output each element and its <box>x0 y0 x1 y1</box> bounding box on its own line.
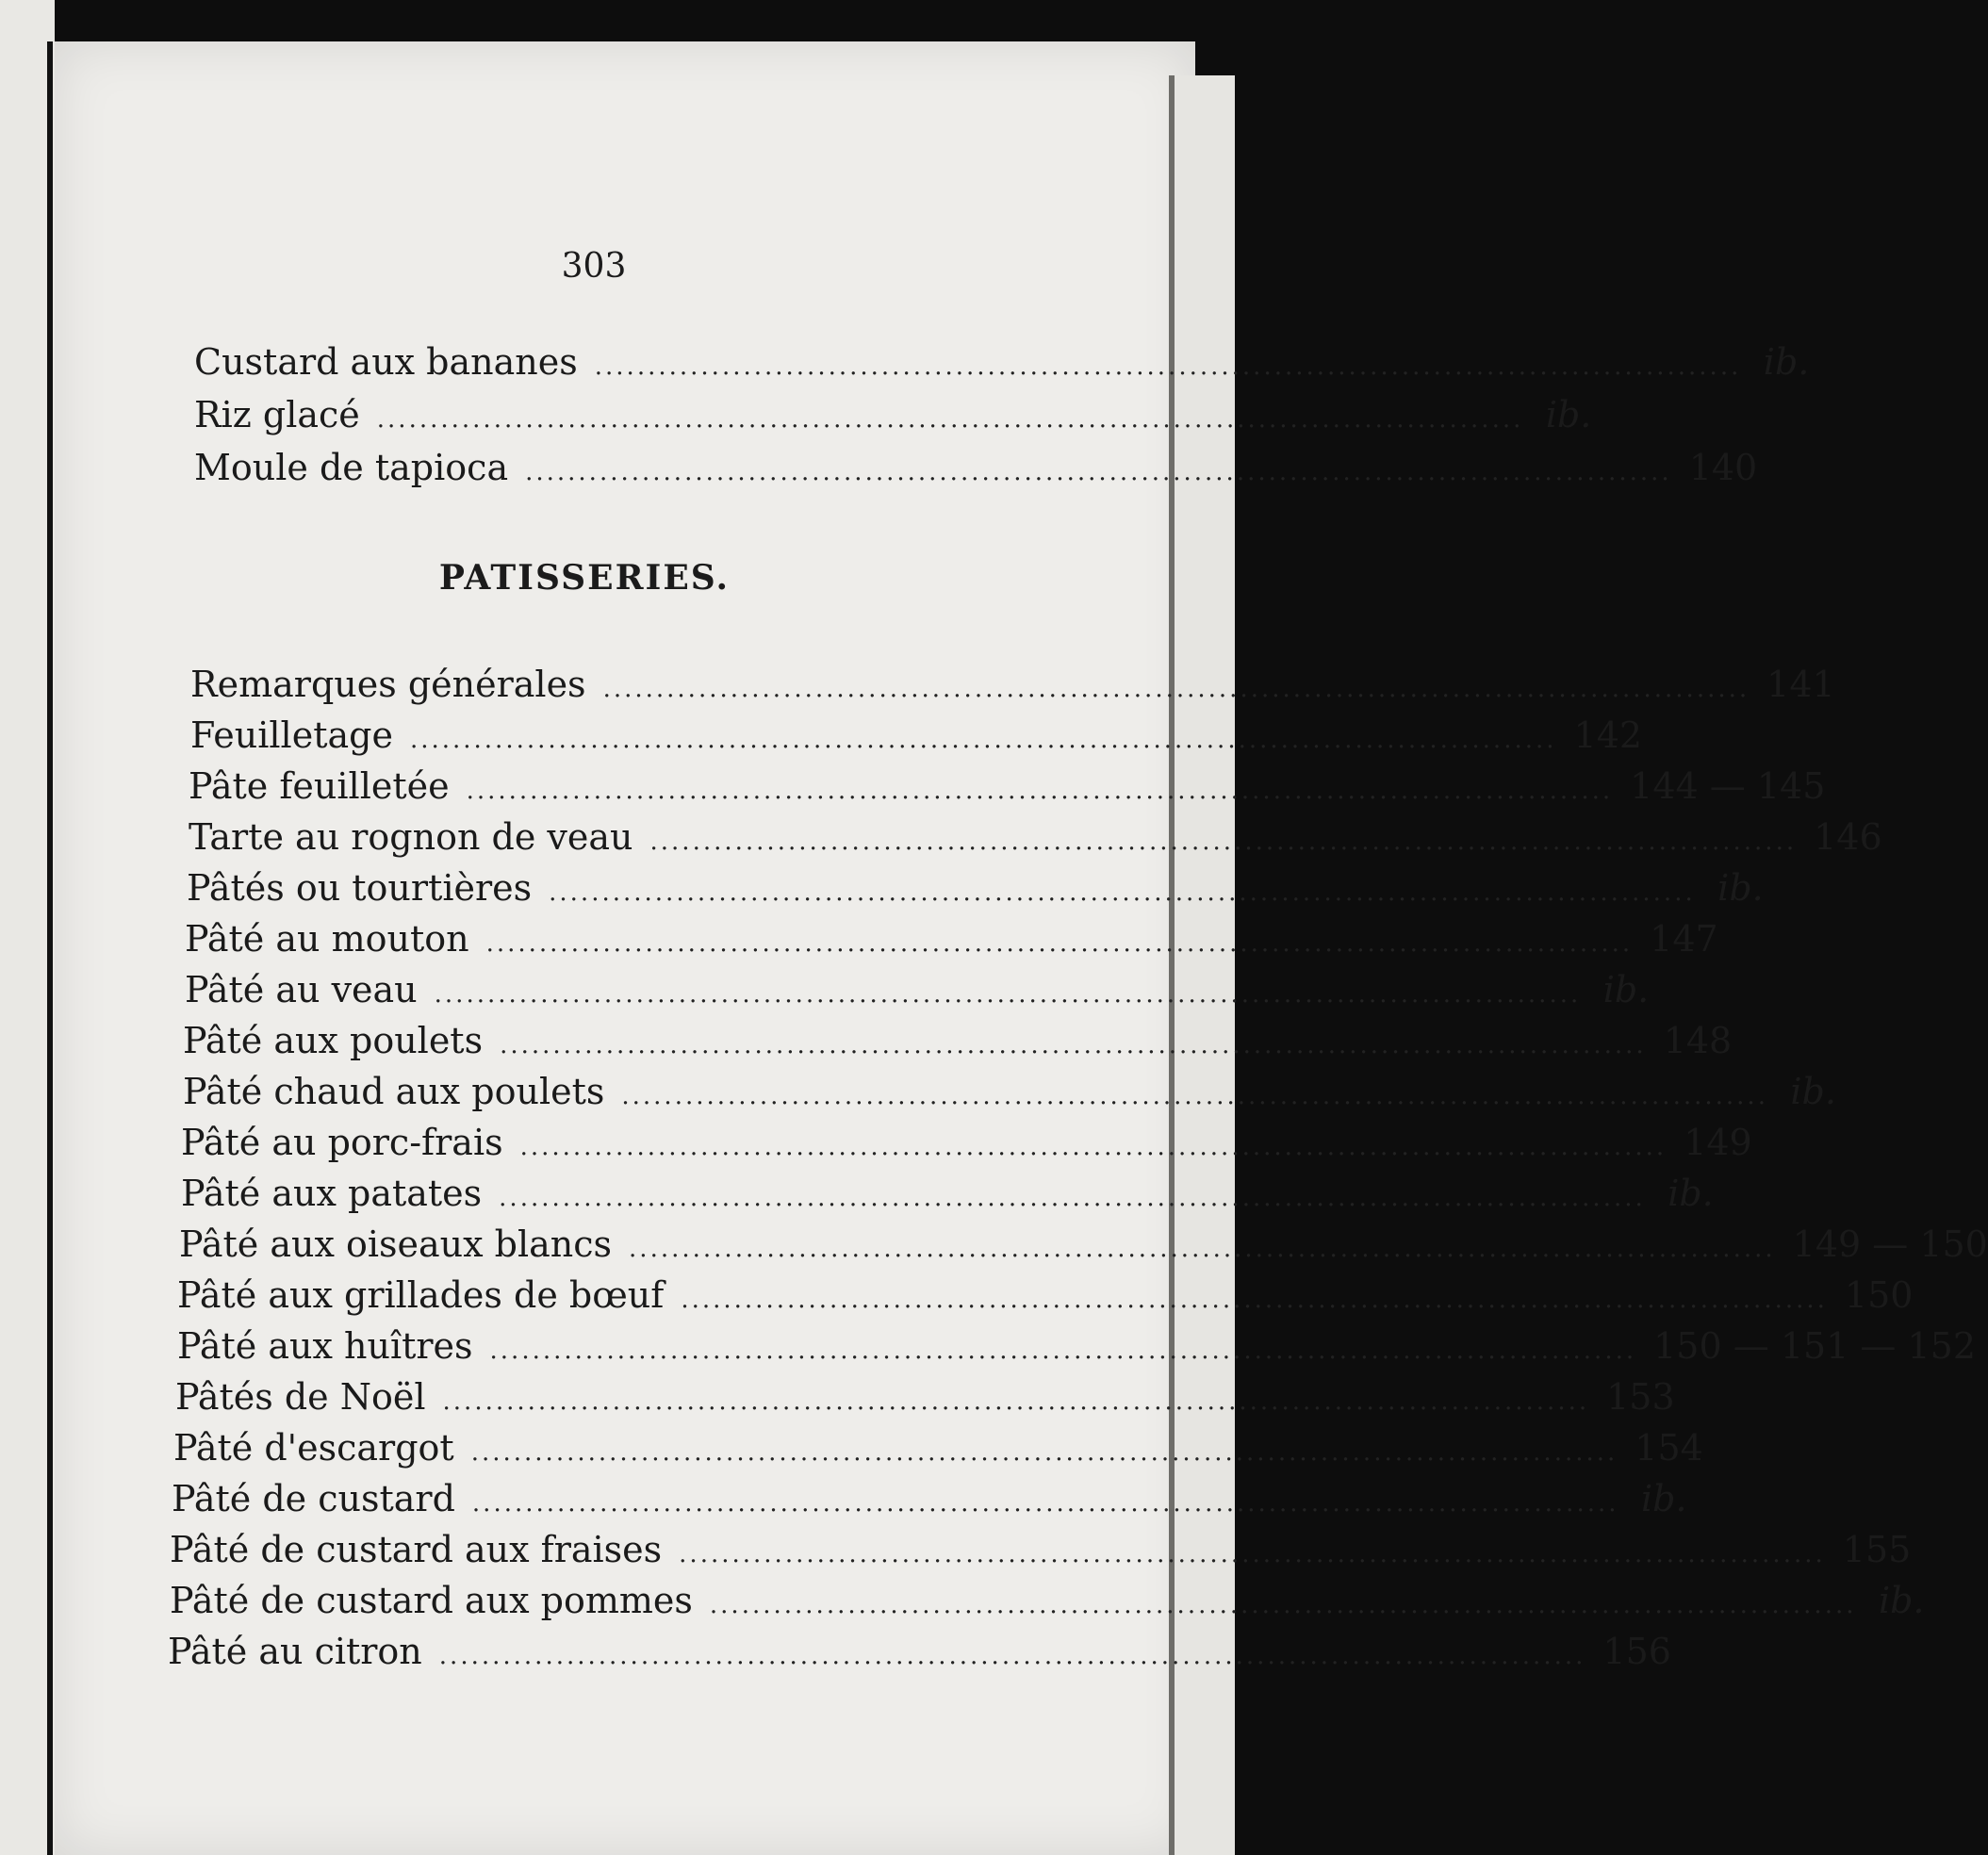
toc-entry <box>185 969 1650 1018</box>
leader-dots: ............................................................................................................ <box>471 1489 1619 1518</box>
toc-entry-page: 154 <box>1635 1427 1703 1469</box>
toc-entry-page: 146 <box>1814 816 1882 858</box>
leader-dots: ............................................................................................................ <box>466 777 1614 805</box>
toc-entry <box>170 1580 1925 1629</box>
toc-entry <box>177 1274 1914 1323</box>
toc-entry-page: 149 — 150 <box>1792 1223 1988 1265</box>
toc-entry <box>183 1020 1733 1069</box>
toc-entry-title: Pâté au mouton <box>185 918 469 960</box>
toc-entry <box>173 1427 1703 1476</box>
leader-dots: ............................................................................................................ <box>594 353 1742 381</box>
leader-dots: ............................................................................................................ <box>602 675 1750 703</box>
toc-entry-title: Pâté d'escargot <box>173 1427 454 1469</box>
toc-entry <box>183 1071 1836 1120</box>
toc-entry-title: Riz glacé <box>194 394 360 435</box>
toc-entry-page: ib. <box>1790 1071 1836 1112</box>
toc-entry-page: 155 <box>1842 1529 1912 1570</box>
toc-entry-title: Custard aux bananes <box>194 341 578 383</box>
toc-entry <box>187 867 1764 916</box>
toc-entry-title: Pâté aux oiseaux blancs <box>179 1223 613 1265</box>
toc-entry-title: Remarques générales <box>190 664 586 705</box>
toc-entry-page: ib. <box>1668 1173 1714 1214</box>
toc-entry <box>189 816 1882 865</box>
toc-entry <box>181 1122 1752 1171</box>
leader-dots: ............................................................................................................ <box>709 1591 1857 1619</box>
toc-entry-page: ib. <box>1545 394 1592 435</box>
toc-entry-title: Pâtés de Noël <box>175 1376 426 1418</box>
leader-dots: ............................................................................................................ <box>519 1133 1668 1161</box>
toc-entry <box>172 1478 1687 1527</box>
toc-entry <box>194 341 1810 390</box>
leader-dots: ............................................................................................................ <box>438 1642 1586 1670</box>
toc-entry-title: Pâté au porc-frais <box>181 1122 503 1163</box>
toc-entry <box>190 664 1835 713</box>
leader-dots: ............................................................................................................ <box>470 1438 1618 1467</box>
toc-entry-title: Pâte feuilletée <box>189 765 450 807</box>
leader-dots: ............................................................................................................ <box>499 1184 1646 1212</box>
leader-dots: ............................................................................................................ <box>485 929 1634 958</box>
toc-entry-page: 148 <box>1663 1020 1733 1061</box>
toc-entry-title: Pâtés ou tourtières <box>187 867 533 909</box>
toc-entry-title: Pâté aux patates <box>181 1173 483 1214</box>
toc-entry-page: ib. <box>1602 969 1650 1010</box>
toc-entry-title: Pâté aux grillades de bœuf <box>177 1274 665 1316</box>
toc-entry-page: 153 <box>1606 1376 1675 1418</box>
toc-entry <box>190 714 1643 763</box>
toc-entry-title: Feuilletage <box>190 714 393 756</box>
toc-entry-page: 150 <box>1844 1274 1914 1316</box>
toc-entry-page: 140 <box>1688 447 1758 488</box>
toc-entry-page: 147 <box>1650 918 1718 960</box>
toc-entry-page: 141 <box>1766 664 1835 705</box>
next-page-edge <box>1169 75 1235 1855</box>
toc-entry <box>194 394 1592 443</box>
leader-dots: ............................................................................................................ <box>489 1337 1637 1365</box>
leader-dots: ............................................................................................................ <box>409 726 1557 754</box>
leader-dots: ............................................................................................................ <box>679 1540 1826 1568</box>
leader-dots: ............................................................................................................ <box>629 1235 1776 1263</box>
leader-dots: ............................................................................................................ <box>621 1082 1768 1110</box>
toc-entry-page: ib. <box>1717 867 1764 909</box>
toc-entry-title: Pâté aux huîtres <box>177 1325 473 1367</box>
toc-entry-page: 144 — 145 <box>1630 765 1826 807</box>
leader-dots: ............................................................................................................ <box>525 458 1672 486</box>
toc-entry-page: ib. <box>1878 1580 1925 1621</box>
leader-dots: ............................................................................................................ <box>442 1387 1590 1416</box>
toc-entry-title: Pâté au veau <box>185 969 418 1010</box>
toc-entry <box>194 447 1758 496</box>
toc-entry <box>170 1529 1912 1578</box>
toc-entry <box>179 1223 1988 1272</box>
leader-dots: ............................................................................................................ <box>681 1286 1828 1314</box>
toc-entry-title: Pâté de custard <box>172 1478 455 1519</box>
leader-dots: ............................................................................................................ <box>649 828 1798 856</box>
toc-entry-title: Moule de tapioca <box>194 447 509 488</box>
toc-entry-page: ib. <box>1763 341 1810 383</box>
toc-entry <box>181 1173 1714 1222</box>
toc-entry <box>177 1325 1977 1374</box>
toc-entry-title: Pâté chaud aux poulets <box>183 1071 605 1112</box>
toc-entry-page: 142 <box>1573 714 1643 756</box>
section-heading: PATISSERIES. <box>438 558 731 598</box>
toc-entry-title: Pâté au citron <box>168 1631 422 1672</box>
leader-dots: ............................................................................................................ <box>376 405 1524 434</box>
toc-entry-page: 149 <box>1684 1122 1752 1163</box>
toc-entry <box>185 918 1718 967</box>
leader-dots: ............................................................................................................ <box>434 980 1582 1009</box>
toc-entry-title: Pâté de custard aux fraises <box>170 1529 663 1570</box>
page-number: 303 <box>561 247 627 286</box>
toc-entry-title: Tarte au rognon de veau <box>189 816 633 858</box>
leader-dots: ............................................................................................................ <box>500 1031 1647 1059</box>
toc-entry-page: 156 <box>1602 1631 1671 1672</box>
leader-dots: ............................................................................................................ <box>549 878 1696 907</box>
spine-binding-line <box>47 41 53 1855</box>
toc-entry-page: ib. <box>1640 1478 1687 1519</box>
toc-entry <box>168 1631 1671 1680</box>
toc-entry <box>189 765 1826 814</box>
toc-entry-title: Pâté aux poulets <box>183 1020 484 1061</box>
toc-entry-page: 150 — 151 — 152 <box>1653 1325 1977 1367</box>
toc-entry-title: Pâté de custard aux pommes <box>170 1580 693 1621</box>
toc-entry <box>175 1376 1675 1425</box>
